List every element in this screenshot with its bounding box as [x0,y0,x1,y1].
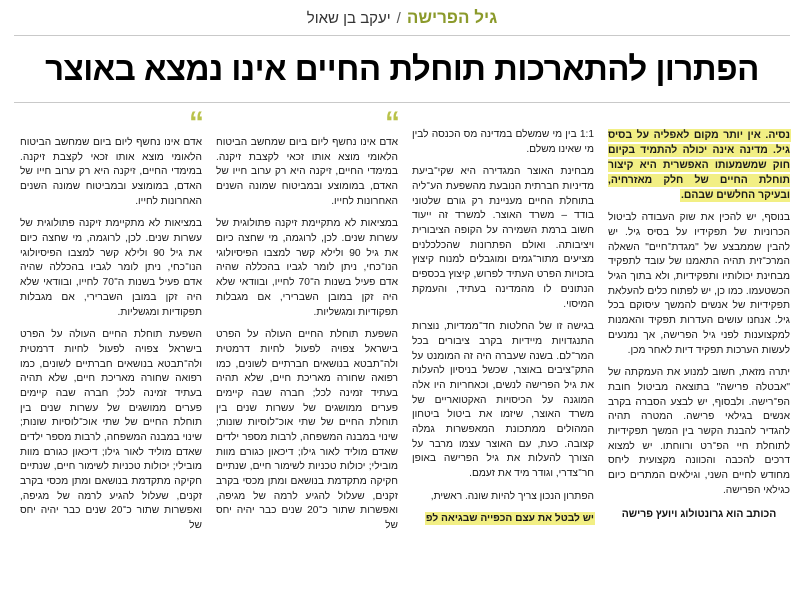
headline-divider [14,102,790,103]
column3-paragraph-3: הפתרון הנכון צריך להיות שונה. ראשית, [430,490,594,502]
article-column-3 [412,112,594,580]
quote-mark-icon: “ [385,105,398,139]
column2-paragraph-3: השפעת תוחלת החיים העולה על הפרט בישראל צפויה לפעול לחיות דרמטית ולה־תבטא בנושאים חברתיים לשונים, כמו רפואה שחורה מאריכת חיים, שלא תהיה בעתיד זמינה לכל; חברה שבה קיימים פערים ממושגים של עשרות שנים בין תוחלת החיים של שתי אוכ־לוסיות שונות; שינוי במבנה המשפחה, לרבות מספר ילדים שאדם מוליד לאור גילו; דיכאון כגורם מוות מובילי; יכולות טכניות לשימור חיים, שנתיים חקיקה מתקדמת בנושאם ומתן מכסי בקרב זקנים, שעלול להגיע לרמה של מגיפה, ואפשרות שתור כ־20 שנים כבר יהיה יחס של [216,329,399,532]
quote-mark-icon-right: “ [189,105,202,139]
article-byline: הכותב הוא גרונטולוג ויועץ פרישה [621,509,777,521]
article-column-4 [608,112,790,580]
column4-paragraph-1: בנוסף, יש להכין את שוק העבודה לביטול הכרוניות של תפקידיו על בסיס גיל. יש להבין שממבצע של "מגדת־חיים" השאלה המרכ־זית תהיה התאמנו של עובד לתפקיד מבחינת יכולותיו ותפקידיות, ולא בתוך הגיל הכשטעמו. כמו כן, יש לפתוח כלים להעלאת תפקידיות של אנשים להמשך עיסוקם בכל גיל. אנחנו עושים העדרות תפקיד והאמנות למקצוענות לפני גיל הפרישה, אך נמנעים לעשות הערכות תפקיד דיות לאחר מכן. [608,212,790,356]
column3-paragraph-2: בגישה זו של החלטות חד־ממדיות, נוצרות התנגדויות מיידיות בקרב ציבורים בכל המר־לם. בשנה שעברה היה זה המומנט על התק־ציבים באוצר, שכשל בניסיון להעלות את גיל הפרישה לנשים, וכאחריות היו אלה המוגנה על הכיסויות האקטואריים של משרד האוצר, שיזמו את ביטול ביטחון המהולים ממתכונת המאפשרות גמלה קצובה. כעת, עם האוצר עצמו מרבר על הצורך להעלות את גיל הפרישה באופן חר־צדרי, וגודר מיד את זעמם. [412,321,594,480]
kicker-author-name: יעקב בן שאול [306,10,391,27]
article-column-1 [20,105,203,580]
page-title: הפתרון להתארכות תוחלת החיים אינו נמצא באוצר [45,50,759,87]
column1-paragraph-3: השפעת תוחלת החיים העולה על הפרט בישראל צפויה לפעול לחיות דרמטית ולה־תבטא בנושאים חברתיים לשונים, כמו רפואה שחורה מאריכת חיים, שלא תהיה בעתיד זמינה לכל; חברה שבה קיימים פערים ממושגים של עשרות שנים בין תוחלת החיים של שתי אוכ־לוסיות שונות; שינוי במבנה המשפחה, לרבות מספר ילדים שאדם מוליד לאור גילו; דיכאון כגורם מוות מובילי; יכולות טכניות לשימור חיים, שנתיים חקיקה מתקדמת בנושאם ומתן מכסי בקרב זקנים, שעלול להגיע לרמה של מגיפה, ואפשרות שתור כ־20 שנים כבר יהיה יחס של [20,329,203,532]
kicker-section-label: גיל הפרישה [406,8,498,27]
header-divider [14,35,790,36]
column4-paragraph-2: יתרה מזאת, חשוב למנוע את העמקתה של "אבטלה פרישה" בתוצאה מביטול חובת הפ־רישה. ולבסוף, יש לבצע הסברה בקרב אנשים בגילאי פרישה. המטרה תהיה להגדיר להבנת הקשר בין המשך תפקידיות לתוחלת חיי הפ־רט ורווחתו. יש למצוא דרכים להכבה והכוונה מקצועית ליחס מחודש לחיים השני, וגילאים המתרים כיום כגילאי הפרישה. [608,367,790,496]
column3-ratio-note: 1:1 בין מי שמשלם במדינה מס הכנסה לבין מי שאינו משלם. [412,128,594,155]
column3-paragraph-1: מבחינת האוצר המגדירה היא שקי־ביעת מדיניות חברתית הנובעת מהשפעת הע־ליה בתוחלת החיים מעניינת רק גורם שלטוני בודד – משרד האוצר. למשרד זה ייעוד חשוב ברמת השמירה על הקופה הציבורית ויציבותה. ואולם הפתרונות שהכלכלנים מציעים מתור־גמים ומוגבלים למנוח קיצוץ בזכויות הפרט העתיד לפרוש, קיצוץ בכספים הנתונים לו מהמדינה בעתיד, והעמקת המיסוי. [412,166,594,310]
article-kicker [14,6,790,30]
column1-paragraph-2: במציאות לא מתקיימת זיקנה פתולוגית של עשרות שנים. לכן, לרוגמה, מי שחצה כיום את גיל 90 ולילא קשר למצבו הפיסיולוגי הנו־כחי, ניתן לומר לגביו בהכללה שהיה אדם פעיל בשנות ה־70 לחייו, ובוודאי שלא היה זקן במובן השברירי, אם מגבלות תפקודיות ומגשליות. [20,218,202,318]
kicker-separator: / [396,10,401,27]
article-columns [14,105,790,580]
column1-paragraph-1: אדם אינו נחשף ליום ביום שמחשב הביטוח הלאומי מוצא אותו זכאי לקצבת זיקנה. במימדי החיים, זיקנה היא רק ערוב חייו של האדם, במומוצע ובמביטוח שמונה השנים האחרונות לחייו. [20,136,202,207]
column2-paragraph-2: במציאות לא מתקיימת זיקנה פתולוגית של עשרות שנים. לכן, לרוגמה, מי שחצה כיום את גיל 90 ולילא קשר למצבו הפיסיולוגי הנו־כחי, ניתן לומר לגביו בהכללה שהיה אדם פעיל בשנות ה־70 לחייו, ובוודאי שלא היה זקן במובן השברירי, אם מגבלות תפקודיות ומגשליות. [216,218,398,318]
column2-paragraph-1: אדם אינו נחשף ליום ביום שמחשב הביטוח הלאומי מוצא אותו זכאי לקצבת זיקנה. במימדי החיים, זיקנה היא רק ערוב חייו של האדם, במומוצע ובמביטוח שמונה השנים האחרונות לחייו. [216,136,398,207]
column4-lead-highlight: נסיה. אין יותר מקום לאפליה על בסיס גיל. מדינה אינה יכולה להתמיד בקיום חוק שמשמעותו האפשרית היא קיצור תוחלת החיים של חלק מאזרחיה, ובעיקר החלשים שבהם. [608,129,790,202]
article-column-2 [216,105,399,580]
column3-highlight-tail: יש לבטל את עצם הכפייה שבגיאה לפ [425,513,594,525]
